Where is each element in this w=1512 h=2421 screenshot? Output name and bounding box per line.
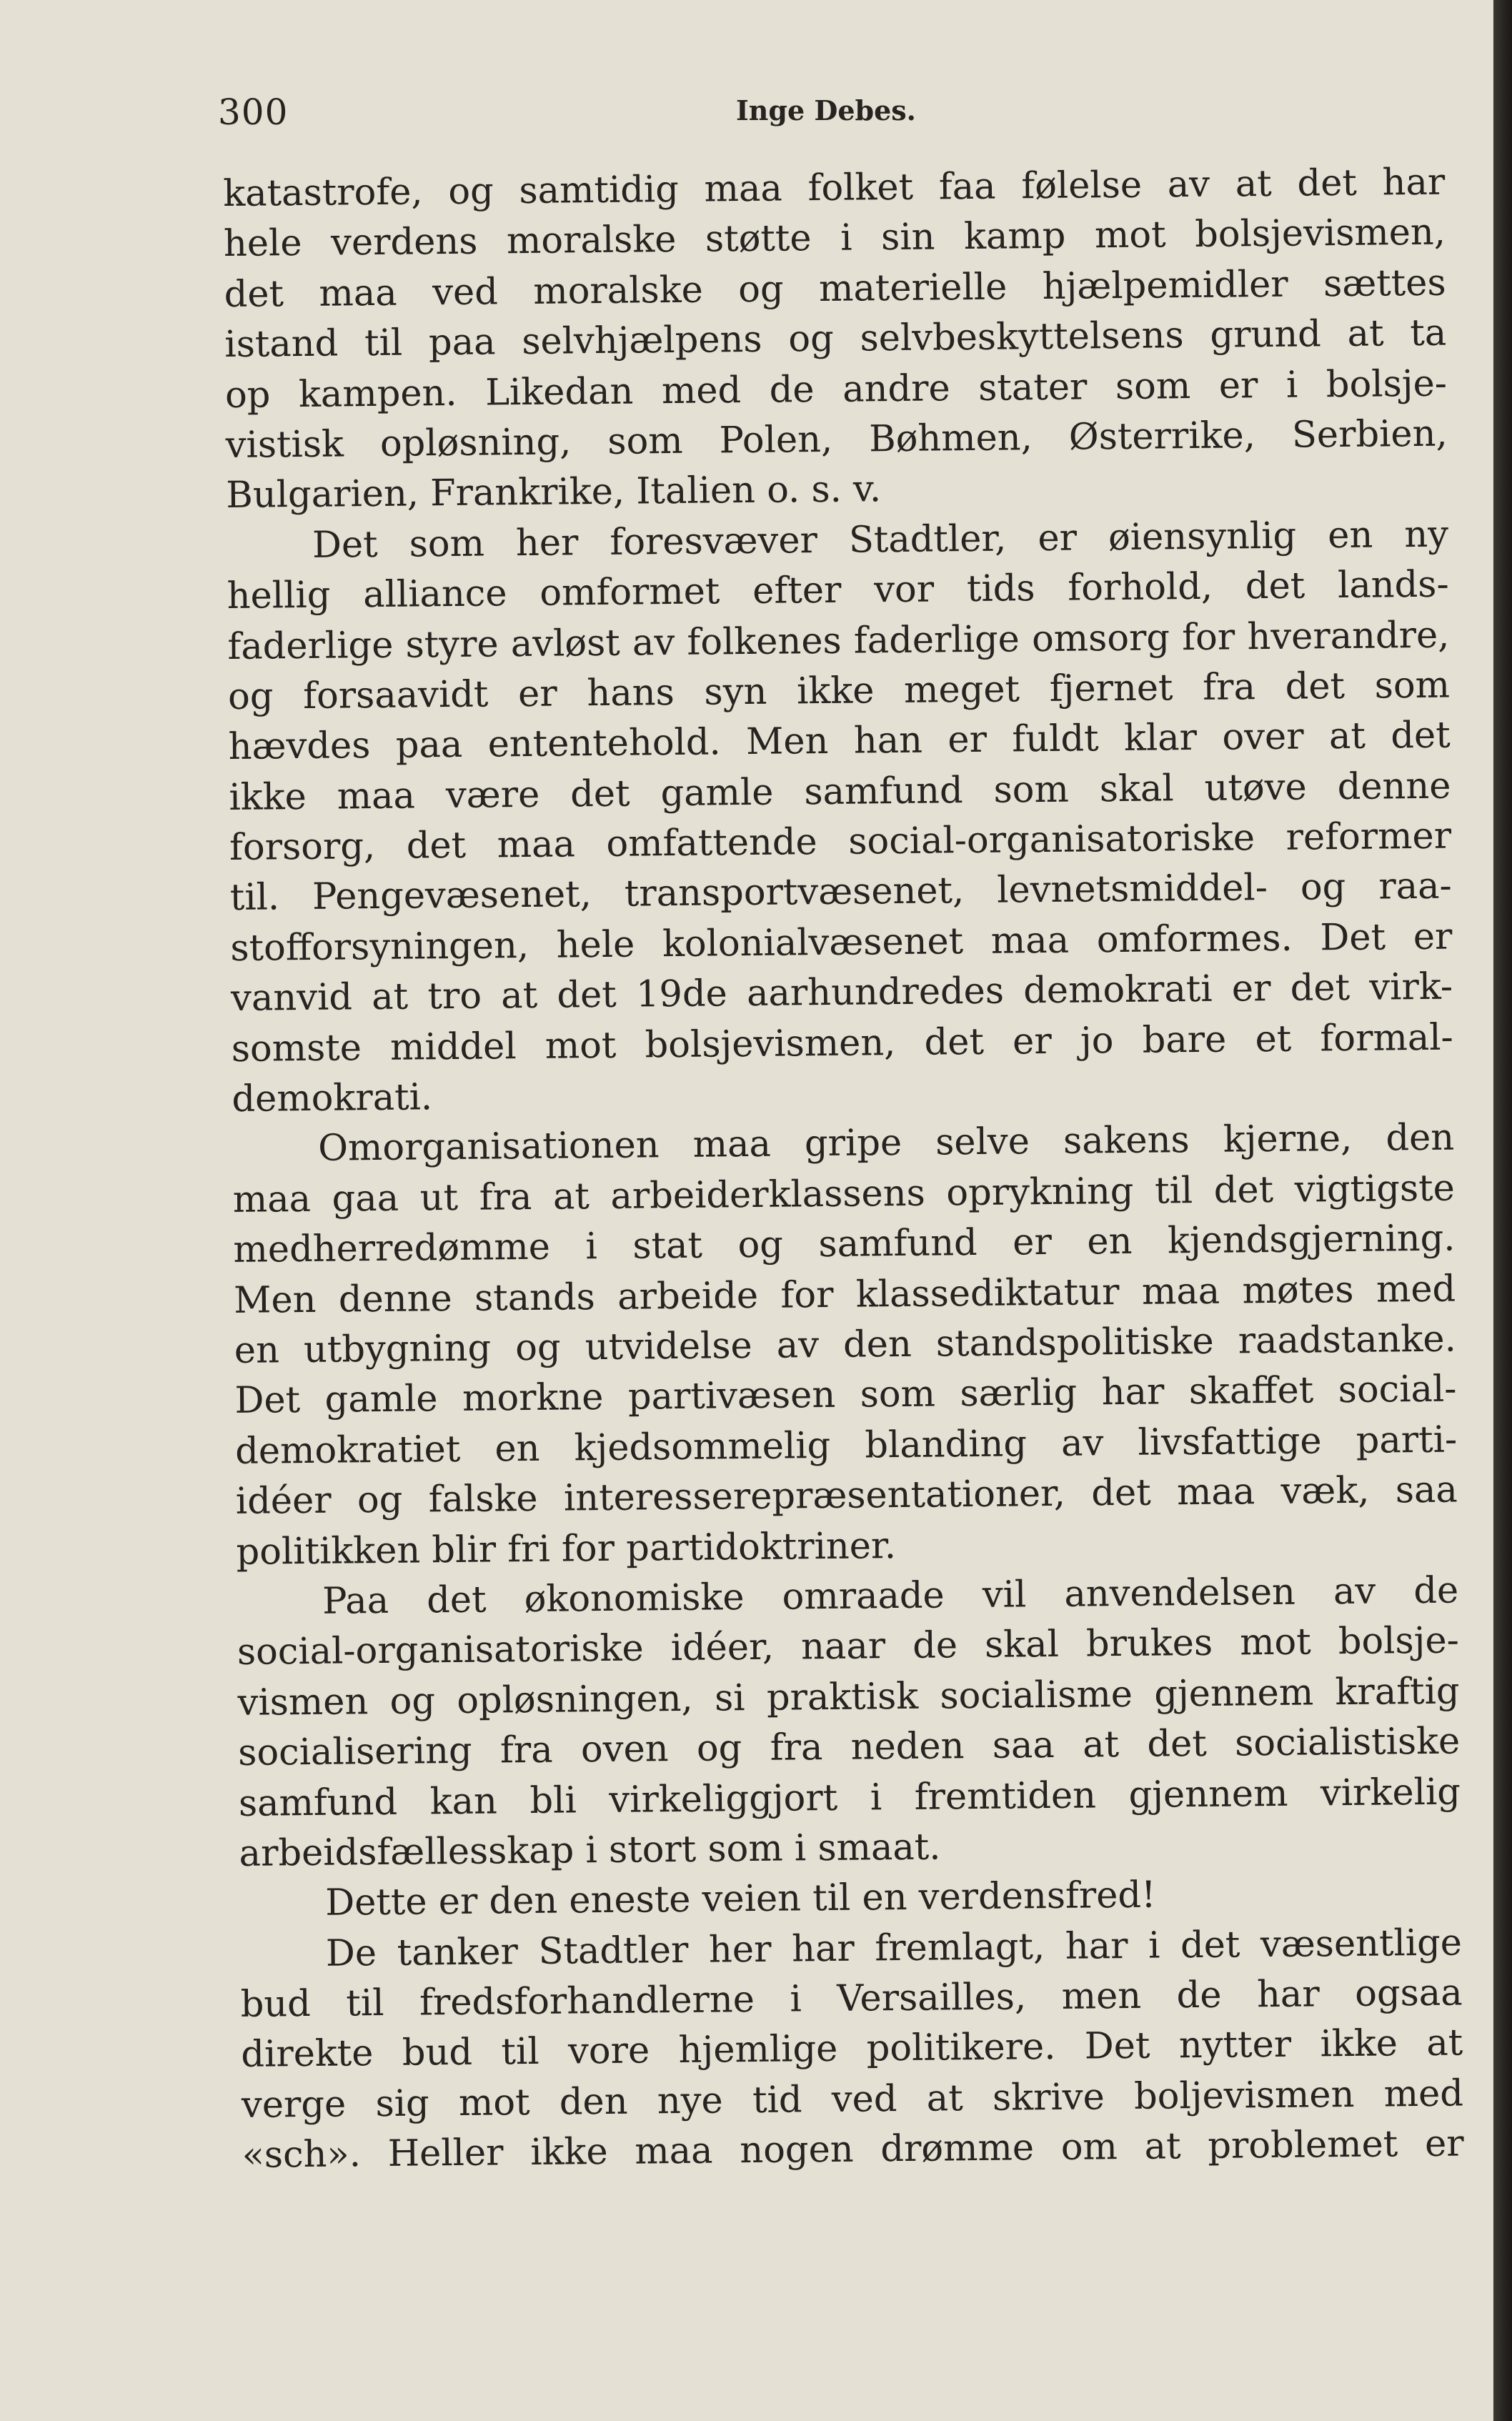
text-line: Det gamle morkne partivæsen som særlig har skaffet social-	[234, 1368, 1457, 1423]
text-line: op kampen. Likedan med de andre stater som er i bolsje-	[224, 362, 1448, 417]
text-line: idéer og falske interesserepræsentationer, det maa væk, saa	[235, 1468, 1458, 1523]
text-line: Men denne stands arbeide for klassediktatur maa møtes med	[233, 1268, 1456, 1322]
text-line: samfund kan bli virkeliggjort i fremtiden gjennem virkelig	[238, 1770, 1461, 1825]
text-line: til. Pengevæsenet, transportvæsenet, levnetsmiddel- og raa-	[229, 865, 1452, 920]
text-line: Dette er den eneste veien til en verdensfred!	[325, 1874, 1156, 1925]
text-line: forsorg, det maa omfattende social-organisatoriske reformer	[229, 815, 1452, 870]
text-line: social-organisatoriske idéer, naar de skal brukes mot bolsje-	[237, 1619, 1460, 1674]
running-head: Inge Debes.	[736, 94, 916, 126]
text-line: Bulgarien, Frankrike, Italien o. s. v.	[226, 468, 882, 517]
text-line: politikken blir fri for partidoktriner.	[236, 1524, 897, 1574]
text-line: hævdes paa ententehold. Men han er fuldt klar over at det	[228, 714, 1451, 769]
text-line: direkte bud til vore hjemlige politikere. Det nytter ikke at	[241, 2022, 1463, 2077]
text-line: istand til paa selvhjælpens og selvbeskyttelsens grund at ta	[224, 312, 1447, 367]
text-line: hele verdens moralske støtte i sin kamp mot bolsjevismen,	[223, 211, 1446, 266]
text-line: demokratiet en kjedsommelig blanding av livsfattige parti-	[234, 1418, 1458, 1473]
text-line: maa gaa ut fra at arbeiderklassens oprykning til det vigtigste	[232, 1167, 1456, 1221]
text-line: «sch». Heller ikke maa nogen drømme om at problemet er	[242, 2122, 1464, 2177]
text-line: somste middel mot bolsjevismen, det er jo bare et formal-	[231, 1016, 1454, 1070]
text-line: ikke maa være det gamle samfund som skal utøve denne	[229, 765, 1451, 819]
text-line: demokrati.	[232, 1076, 433, 1120]
text-line: det maa ved moralske og materielle hjælpemidler sættes	[224, 262, 1446, 316]
text-line: vistisk opløsning, som Polen, Bøhmen, Østerrike, Serbien,	[225, 412, 1448, 467]
text-line: De tanker Stadtler her har fremlagt, har i det væsentlige	[325, 1922, 1463, 1975]
text-line: medherredømme i stat og samfund er en kjendsgjerning.	[233, 1217, 1456, 1272]
page-number: 300	[218, 91, 289, 133]
page-header	[218, 91, 1454, 149]
text-line: og forsaavidt er hans syn ikke meget fjernet fra det som	[227, 664, 1451, 718]
text-line: arbeidsfællesskap i stort som i smaat.	[239, 1826, 941, 1875]
page-edge	[1493, 0, 1512, 2421]
text-line: Paa det økonomiske omraade vil anvendelsen av de	[322, 1569, 1459, 1623]
text-line: katastrofe, og samtidig maa folket faa følelse av at det har	[223, 161, 1446, 215]
text-line: socialisering fra oven og fra neden saa at det socialistiske	[237, 1720, 1461, 1775]
text-line: verge sig mot den nye tid ved at skrive boljevismen med	[241, 2072, 1464, 2127]
text-line: faderlige styre avløst av folkenes faderlige omsorg for hverandre,	[227, 614, 1450, 668]
body-text	[223, 158, 1464, 2182]
text-line: vanvid at tro at det 19de aarhundredes demokrati er det virk-	[230, 965, 1453, 1020]
text-line: Omorganisationen maa gripe selve sakens kjerne, den	[317, 1116, 1455, 1170]
text-line: bud til fredsforhandlerne i Versailles, men de har ogsaa	[240, 1972, 1463, 2026]
text-line: Det som her foresvæver Stadtler, er øiensynlig en ny	[312, 513, 1449, 567]
text-line: stofforsyningen, hele kolonialvæsenet maa omformes. Det er	[230, 915, 1453, 970]
text-line: vismen og opløsningen, si praktisk socialisme gjennem kraftig	[237, 1670, 1460, 1724]
text-line: hellig alliance omformet efter vor tids forhold, det lands-	[227, 563, 1449, 618]
text-line: en utbygning og utvidelse av den standspolitiske raadstanke.	[234, 1318, 1457, 1372]
